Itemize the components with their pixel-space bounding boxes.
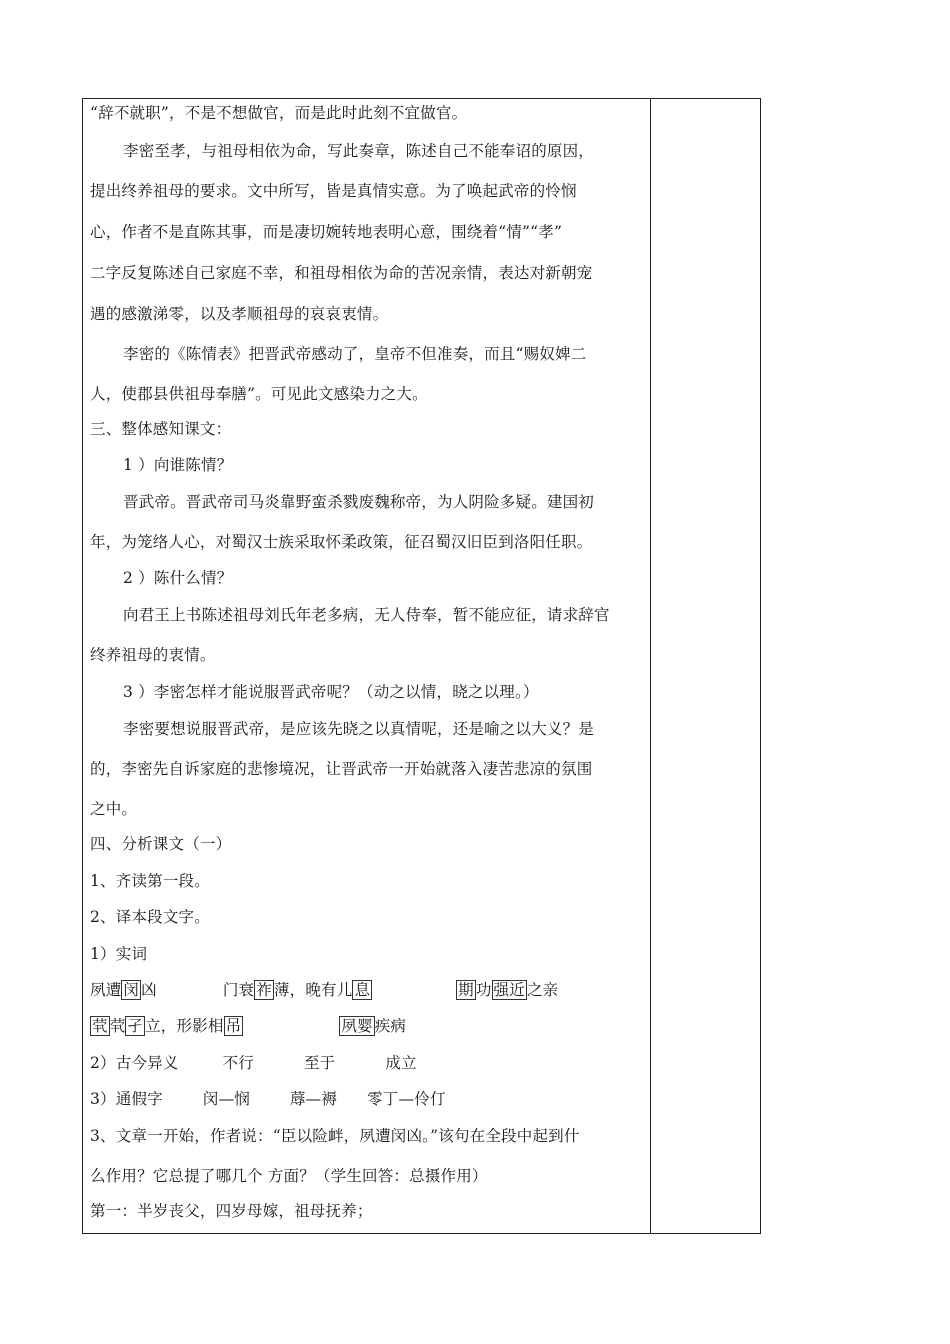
text-line: 二字反复陈述自己家庭不幸，和祖母相依为命的苦况亲情，表达对新朝宠 [90,264,593,282]
boxed-word: 期 [458,981,474,999]
notes-column-divider [650,99,651,1233]
text-line: 1）实词 [90,945,148,963]
text-line: 李密至孝，与祖母相依为命，写此奏章，陈述自己不能奉诏的原因， [123,142,595,160]
section-heading: 四、分析课文（一） [90,835,232,853]
text-line: 人，使郡县供祖母奉膳”。可见此文感染力之大。 [90,385,428,403]
text-line: 2、译本段文字。 [90,908,210,926]
boxed-word: 闵 [123,981,140,999]
text-line: 遇的感激涕零，以及孝顺祖母的哀哀衷情。 [90,305,389,323]
boxed-word: 吊 [225,1017,242,1035]
section-heading: 三、整体感知课文： [90,420,232,438]
text-line: 1、齐读第一段。 [90,872,210,890]
boxed-word: 孑 [127,1017,144,1035]
boxed-word: 强近 [493,981,525,999]
text-line: 年，为笼络人心，对蜀汉士族采取怀柔政策，征召蜀汉旧臣到洛阳任职。 [90,533,593,551]
boxed-word: 祚 [256,981,272,999]
vocab-row-1: 夙遭 闵 凶 门衰 祚 薄，晚有儿 息 期 功 强近 之亲 [90,981,559,999]
lesson-table [82,98,761,1234]
tongjia-row: 3）通假字 闵—悯 蓐—褥 零丁—伶仃 [90,1090,446,1108]
text-line: 向君王上书陈述祖母刘氏年老多病，无人侍奉，暂不能应征，请求辞官 [123,606,610,624]
text-line: 李密要想说服晋武帝，是应该先晓之以真情呢，还是喻之以大义？是 [123,720,595,738]
boxed-word: 茕 [92,1017,108,1035]
vocab-row-2: 茕 茕 孑 立，形影相 吊 夙婴 疾病 [92,1017,407,1035]
text-line: 的，李密先自诉家庭的悲惨境况，让晋武帝一开始就落入凄苦悲凉的氛围 [90,760,593,778]
text-line: 3、文章一开始，作者说：“臣以险衅，夙遭闵凶。”该句在全段中起到什 [90,1127,580,1145]
text-line: “辞不就职”，不是不想做官，而是此时此刻不宜做官。 [90,104,468,122]
gujin-row: 2）古今异义 不行 至于 成立 [90,1054,417,1072]
question-line: 3 ）李密怎样才能说服晋武帝呢？（动之以情，晓之以理。） [123,683,539,701]
boxed-word: 夙婴 [341,1017,373,1035]
boxed-word: 息 [354,981,371,999]
text-line: 之中。 [90,800,138,818]
question-line: 2 ）陈什么情？ [123,569,233,587]
text-line: 终养祖母的衷情。 [90,646,216,664]
text-line: 晋武帝。晋武帝司马炎靠野蛮杀戮废魏称帝，为人阴险多疑。建国初 [123,493,595,511]
text-line: 心，作者不是直陈其事，而是凄切婉转地表明心意，围绕着“情”“孝” [90,223,563,241]
question-line: 1 ）向谁陈情？ [123,456,233,474]
text-line: 李密的《陈情表》把晋武帝感动了，皇帝不但准奏，而且“赐奴婢二 [123,345,587,363]
text-line: 提出终养祖母的要求。文中所写，皆是真情实意。为了唤起武帝的怜悯 [90,182,577,200]
text-line: 么作用？它总提了哪几个 方面？（学生回答：总摄作用） [90,1167,488,1185]
text-line: 第一：半岁丧父，四岁母嫁，祖母抚养； [90,1202,373,1220]
